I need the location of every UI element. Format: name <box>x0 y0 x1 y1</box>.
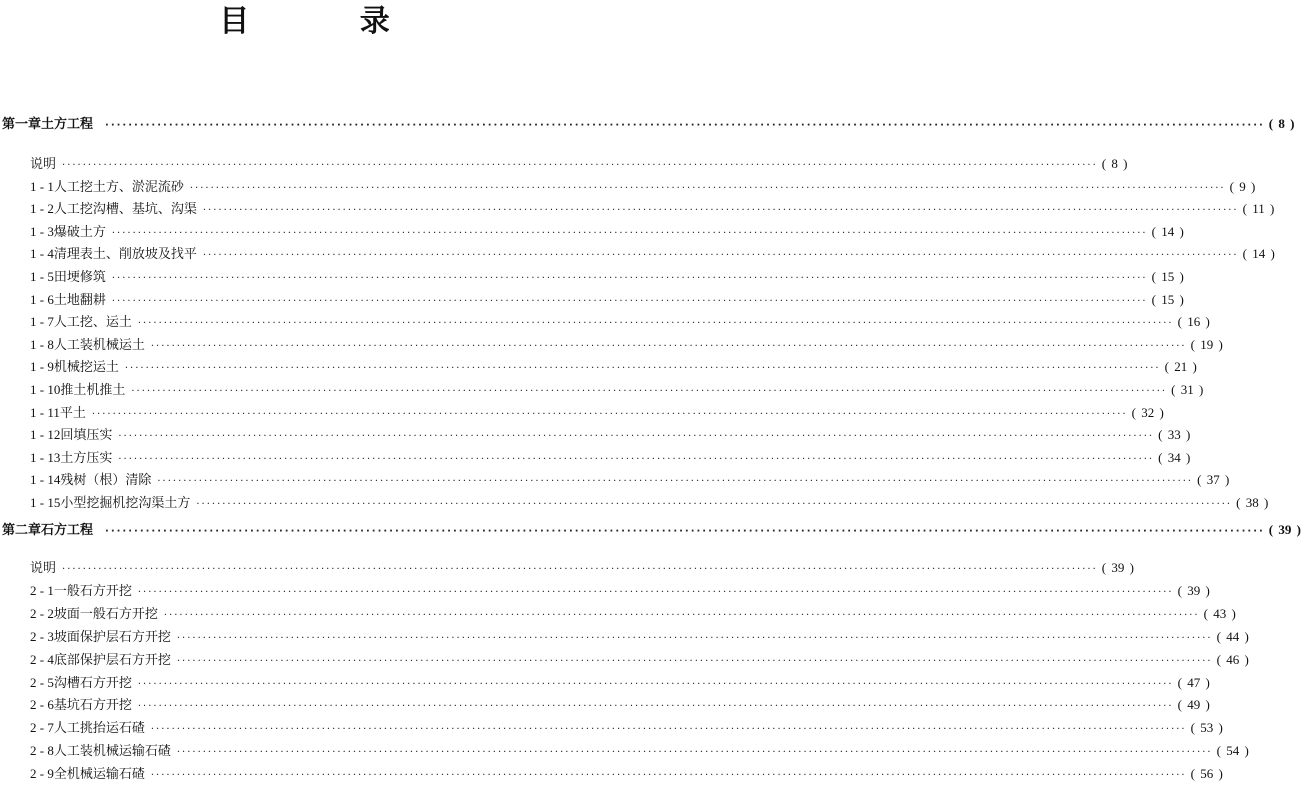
entry-number: 1 - 11 <box>30 404 60 420</box>
dot-leader: ········································································································································································································ <box>150 340 1187 352</box>
entry-page-number: ( 38 ) <box>1236 495 1269 510</box>
entry-page-number: ( 53 ) <box>1190 720 1223 736</box>
entry-title: 田埂修筑 <box>53 270 106 285</box>
entry-number: 1 - 3 <box>30 223 54 239</box>
entry-title: 人工挖、运土 <box>53 315 132 331</box>
chapter-entry[interactable] <box>2 522 1301 538</box>
entry-page-number: ( 14 ) <box>1242 246 1275 262</box>
toc-entry[interactable] <box>30 336 1223 353</box>
entry-number: 1 - 12 <box>30 427 61 443</box>
toc-entry[interactable] <box>30 605 1236 622</box>
toc-entry[interactable] <box>30 743 1249 760</box>
entry-page-number: ( 19 ) <box>1190 336 1223 352</box>
entry-title: 爆破土方 <box>53 224 106 240</box>
dot-leader: ········································································································································································································ <box>163 609 1200 621</box>
entry-page-number: ( 31 ) <box>1171 382 1204 397</box>
dot-leader: ········································································································································································································ <box>150 770 1187 782</box>
entry-title: 人工挑抬运石碴 <box>53 721 145 737</box>
toc-entry[interactable] <box>30 359 1197 376</box>
entry-page-number: ( 43 ) <box>1203 605 1236 621</box>
entry-number: 1 - 13 <box>30 449 61 465</box>
entry-title: 土方压实 <box>60 450 113 466</box>
entry-title: 残树（根）清除 <box>60 473 152 489</box>
entry-number: 2 - 3 <box>30 628 54 644</box>
entry-page-number: ( 16 ) <box>1177 314 1210 330</box>
entry-number: 2 - 5 <box>30 674 54 690</box>
entry-number: 2 - 9 <box>30 766 54 782</box>
chapter-page-number: ( 8 ) <box>1268 116 1295 131</box>
entry-page-number: ( 15 ) <box>1151 269 1184 284</box>
toc-entry[interactable] <box>30 495 1269 511</box>
entry-title: 说明 <box>30 157 57 172</box>
dot-leader: ········································································································································································································ <box>150 724 1187 736</box>
dot-leader: ········································································································································································································ <box>196 499 1233 510</box>
entry-number: 1 - 6 <box>30 291 54 307</box>
entry-title: 推土机推土 <box>60 383 126 398</box>
entry-title: 人工装机械运输石碴 <box>53 744 171 760</box>
entry-title: 平土 <box>59 405 86 421</box>
chapter-title: 土方工程 <box>41 117 94 132</box>
toc-entry[interactable] <box>30 560 1134 576</box>
dot-leader: ········································································································································································································ <box>189 182 1226 194</box>
entry-page-number: ( 33 ) <box>1158 427 1191 443</box>
dot-leader: ········································································································································································································ <box>202 205 1239 217</box>
toc-entry[interactable] <box>30 382 1204 398</box>
entry-title: 机械挖运土 <box>53 360 119 376</box>
entry-title: 沟槽石方开挖 <box>53 675 132 691</box>
toc-entry[interactable] <box>30 582 1210 599</box>
entry-title: 基坑石方开挖 <box>53 698 132 714</box>
entry-title: 底部保护层石方开挖 <box>53 652 171 668</box>
entry-page-number: ( 32 ) <box>1131 404 1164 420</box>
dot-leader: ········································································································································································································ <box>62 160 1098 171</box>
entry-page-number: ( 39 ) <box>1177 582 1210 598</box>
dot-leader: ········································································································································································································ <box>111 273 1148 284</box>
entry-number: 1 - 14 <box>30 472 61 488</box>
dot-leader: ········································································································································································································ <box>124 363 1161 375</box>
entry-title: 回填压实 <box>60 428 113 444</box>
entry-page-number: ( 15 ) <box>1151 291 1184 307</box>
entry-page-number: ( 34 ) <box>1158 449 1191 465</box>
entry-page-number: ( 11 ) <box>1242 201 1275 217</box>
dot-leader: ········································································································································································································ <box>137 701 1174 713</box>
dot-leader: ········································································································································································································ <box>157 476 1194 488</box>
entry-title: 人工挖土方、淤泥流砂 <box>53 179 184 195</box>
toc-entry[interactable] <box>30 201 1275 218</box>
entry-title: 土地翻耕 <box>53 292 106 308</box>
toc-entry[interactable] <box>30 651 1249 668</box>
entry-page-number: ( 8 ) <box>1101 156 1128 171</box>
entry-number: 1 - 9 <box>30 359 54 375</box>
dot-leader: ········································································································································································································ <box>111 295 1148 307</box>
entry-page-number: ( 37 ) <box>1197 472 1230 488</box>
entry-number: 1 - 15 <box>30 495 61 510</box>
toc-entry[interactable] <box>30 223 1184 240</box>
entry-page-number: ( 46 ) <box>1216 651 1249 667</box>
toc-entry[interactable] <box>30 427 1191 444</box>
toc-entry[interactable] <box>30 697 1210 714</box>
toc-entry[interactable] <box>30 314 1210 331</box>
dot-leader: ········································································································································································································ <box>118 431 1155 443</box>
chapter-title: 石方工程 <box>41 523 94 538</box>
toc-entry[interactable] <box>30 628 1249 645</box>
entry-page-number: ( 21 ) <box>1164 359 1197 375</box>
entry-title: 清理表土、削放坡及找平 <box>53 247 197 263</box>
entry-number: 1 - 1 <box>30 178 54 194</box>
toc-entry[interactable] <box>30 178 1256 195</box>
toc-entry[interactable] <box>30 472 1230 489</box>
entry-page-number: ( 14 ) <box>1151 223 1184 239</box>
dot-leader: ········································································································································································································ <box>202 250 1239 262</box>
entry-number: 2 - 8 <box>30 743 54 759</box>
entry-page-number: ( 47 ) <box>1177 674 1210 690</box>
toc-entry[interactable] <box>30 674 1210 691</box>
entry-title: 人工装机械运土 <box>53 337 145 353</box>
entry-page-number: ( 56 ) <box>1190 766 1223 782</box>
toc-entry[interactable] <box>30 156 1128 172</box>
dot-leader: ········································································································································································································ <box>131 386 1168 397</box>
entry-title: 全机械运输石碴 <box>53 767 145 783</box>
entry-number: 1 - 7 <box>30 314 54 330</box>
toc-entry[interactable] <box>30 720 1223 737</box>
entry-title: 人工挖沟槽、基坑、沟渠 <box>53 202 197 218</box>
entry-title: 坡面保护层石方开挖 <box>53 629 171 645</box>
entry-title: 坡面一般石方开挖 <box>53 606 158 622</box>
dot-leader: ········································································································································································································ <box>176 747 1213 759</box>
chapter-label: 第二章 <box>2 522 42 537</box>
entry-number: 2 - 7 <box>30 720 54 736</box>
toc-entry[interactable] <box>30 766 1223 783</box>
entry-number: 2 - 1 <box>30 582 54 598</box>
entry-number: 1 - 2 <box>30 201 54 217</box>
dot-leader: ········································································································································································································ <box>137 586 1174 598</box>
dot-leader: ········································································································································································································ <box>91 408 1128 420</box>
entry-number: 1 - 10 <box>30 382 61 397</box>
entry-title: 一般石方开挖 <box>53 583 132 599</box>
toc-entry[interactable] <box>30 404 1164 421</box>
dot-leader: ········································································································································································································ <box>176 655 1213 667</box>
chapter-label: 第一章 <box>2 116 42 131</box>
entry-page-number: ( 9 ) <box>1229 178 1256 194</box>
entry-page-number: ( 39 ) <box>1101 560 1134 575</box>
dot-leader: ········································································································································································································ <box>62 564 1098 575</box>
dot-leader: ········································································································································································································ <box>105 526 1265 537</box>
entry-page-number: ( 54 ) <box>1216 743 1249 759</box>
entry-number: 2 - 2 <box>30 605 54 621</box>
dot-leader: ········································································································································································································ <box>118 453 1155 465</box>
entry-number: 2 - 6 <box>30 697 54 713</box>
dot-leader: ········································································································································································································ <box>105 120 1265 131</box>
entry-number: 1 - 4 <box>30 246 54 262</box>
chapter-entry[interactable] <box>2 116 1295 132</box>
entry-number: 2 - 4 <box>30 651 54 667</box>
chapter-page-number: ( 39 ) <box>1268 522 1301 537</box>
dot-leader: ········································································································································································································ <box>111 227 1148 239</box>
toc-entry[interactable] <box>30 246 1275 263</box>
entry-page-number: ( 44 ) <box>1216 628 1249 644</box>
entry-number: 1 - 5 <box>30 269 54 284</box>
dot-leader: ········································································································································································································ <box>176 632 1213 644</box>
dot-leader: ········································································································································································································ <box>137 678 1174 690</box>
toc-entry[interactable] <box>30 269 1184 285</box>
entry-title: 说明 <box>30 561 57 576</box>
toc-entry[interactable] <box>30 449 1191 466</box>
toc-entry[interactable] <box>30 291 1184 308</box>
dot-leader: ········································································································································································································ <box>137 318 1174 330</box>
entry-page-number: ( 49 ) <box>1177 697 1210 713</box>
entry-title: 小型挖掘机挖沟渠土方 <box>60 496 191 511</box>
entry-number: 1 - 8 <box>30 336 54 352</box>
page-title: 目 录 <box>219 4 440 39</box>
